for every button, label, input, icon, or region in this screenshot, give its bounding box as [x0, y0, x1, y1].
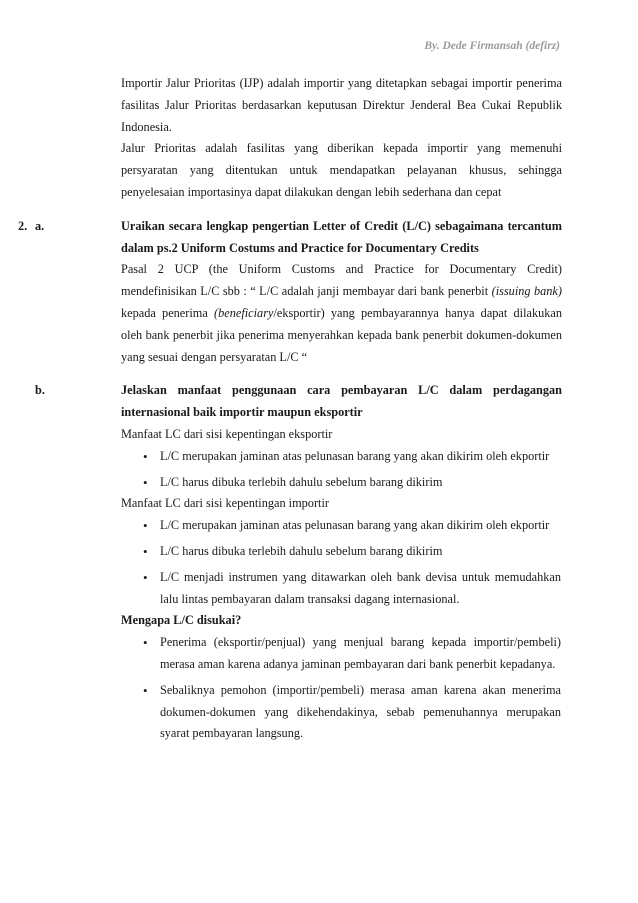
jalur-prioritas-definition: Jalur Prioritas adalah fasilitas yang diberikan kepada importir yang memenuhi persyaratan yang ditentukan untuk mendapatkan pelayanan khusus, sehingga penyelesaian importasinya dapat dilakukan dengan lebih sederhana dan cepat	[121, 141, 562, 199]
list-item: • L/C harus dibuka terlebih dahulu sebelum barang dikirim	[160, 472, 561, 494]
answer-2a-part3: /eksportir) yang pembayarannya hanya dapat dilakukan oleh bank penerbit jika penerima menyerahkan kepada bank penerbit dokumen-dokumen yang sesuai dengan persyaratan L/C “	[121, 305, 563, 364]
question-2b-text: Jelaskan manfaat penggunaan cara pembayaran L/C dalam perdagangan internasional baik importir maupun eksportir	[121, 383, 562, 420]
list-item: • Sebaliknya pemohon (importir/pembeli) merasa aman karena akan menerima dokumen-dokumen yang dikehendakinya, sebab pemenuhannya merupakan syarat pembayaran langsung.	[160, 680, 561, 745]
question-letter-b: b.	[35, 383, 45, 398]
list-item: • L/C merupakan jaminan atas pelunasan barang yang akan dikirim oleh ekportir	[160, 446, 561, 468]
answer-2a-part1: Pasal 2 UCP (the Uniform Customs and Practice for Documentary Credit) mendefinisikan L/C sbb : “ L/C adalah janji membayar dari bank penerbit	[121, 262, 562, 299]
eksportir-heading: Manfaat LC dari sisi kepentingan eksportir	[121, 426, 333, 441]
ijp-definition: Importir Jalur Prioritas (IJP) adalah importir yang ditetapkan sebagai importir penerima fasilitas Jalur Prioritas berdasarkan keputusan Direktur Jenderal Bea Cukai Republik Indonesia.	[121, 76, 562, 134]
list-item: • L/C merupakan jaminan atas pelunasan barang yang akan dikirim oleh ekportir	[160, 515, 561, 537]
answer-2a-beneficiary: (beneficiary	[214, 305, 274, 320]
page-header-author: By. Dede Firmansah (defirz)	[424, 40, 560, 52]
document-body	[0, 73, 638, 745]
answer-2a-part2: kepada penerima	[121, 305, 208, 320]
list-item: • L/C menjadi instrumen yang ditawarkan oleh bank devisa untuk memudahkan lalu lintas pembayaran dalam transaksi dagang internasional.	[160, 567, 561, 611]
why-lc-list	[0, 632, 638, 745]
section-number: 2.	[18, 218, 28, 233]
answer-2a-issuing-bank: (issuing bank)	[491, 284, 562, 299]
importir-heading: Manfaat LC dari sisi kepentingan importir	[121, 496, 329, 511]
answer-2a	[121, 259, 562, 368]
question-2a-text: Uraikan secara lengkap pengertian Letter of Credit (L/C) sebagaimana tercantum dalam ps.2 Uniform Costums and Practice for Documentary Credits	[121, 218, 562, 255]
eksportir-benefits-list	[0, 446, 638, 494]
list-item: • L/C harus dibuka terlebih dahulu sebelum barang dikirim	[160, 541, 561, 563]
list-item: • Penerima (eksportir/penjual) yang menjual barang kepada importir/pembeli) merasa aman karena adanya jaminan pembayaran dari bank penerbit kepadanya.	[160, 632, 561, 676]
question-letter-a: a.	[35, 218, 45, 233]
why-lc-heading: Mengapa L/C disukai?	[121, 613, 242, 628]
question-2b	[35, 380, 562, 424]
question-2a	[18, 216, 562, 260]
importir-benefits-list	[0, 515, 638, 610]
